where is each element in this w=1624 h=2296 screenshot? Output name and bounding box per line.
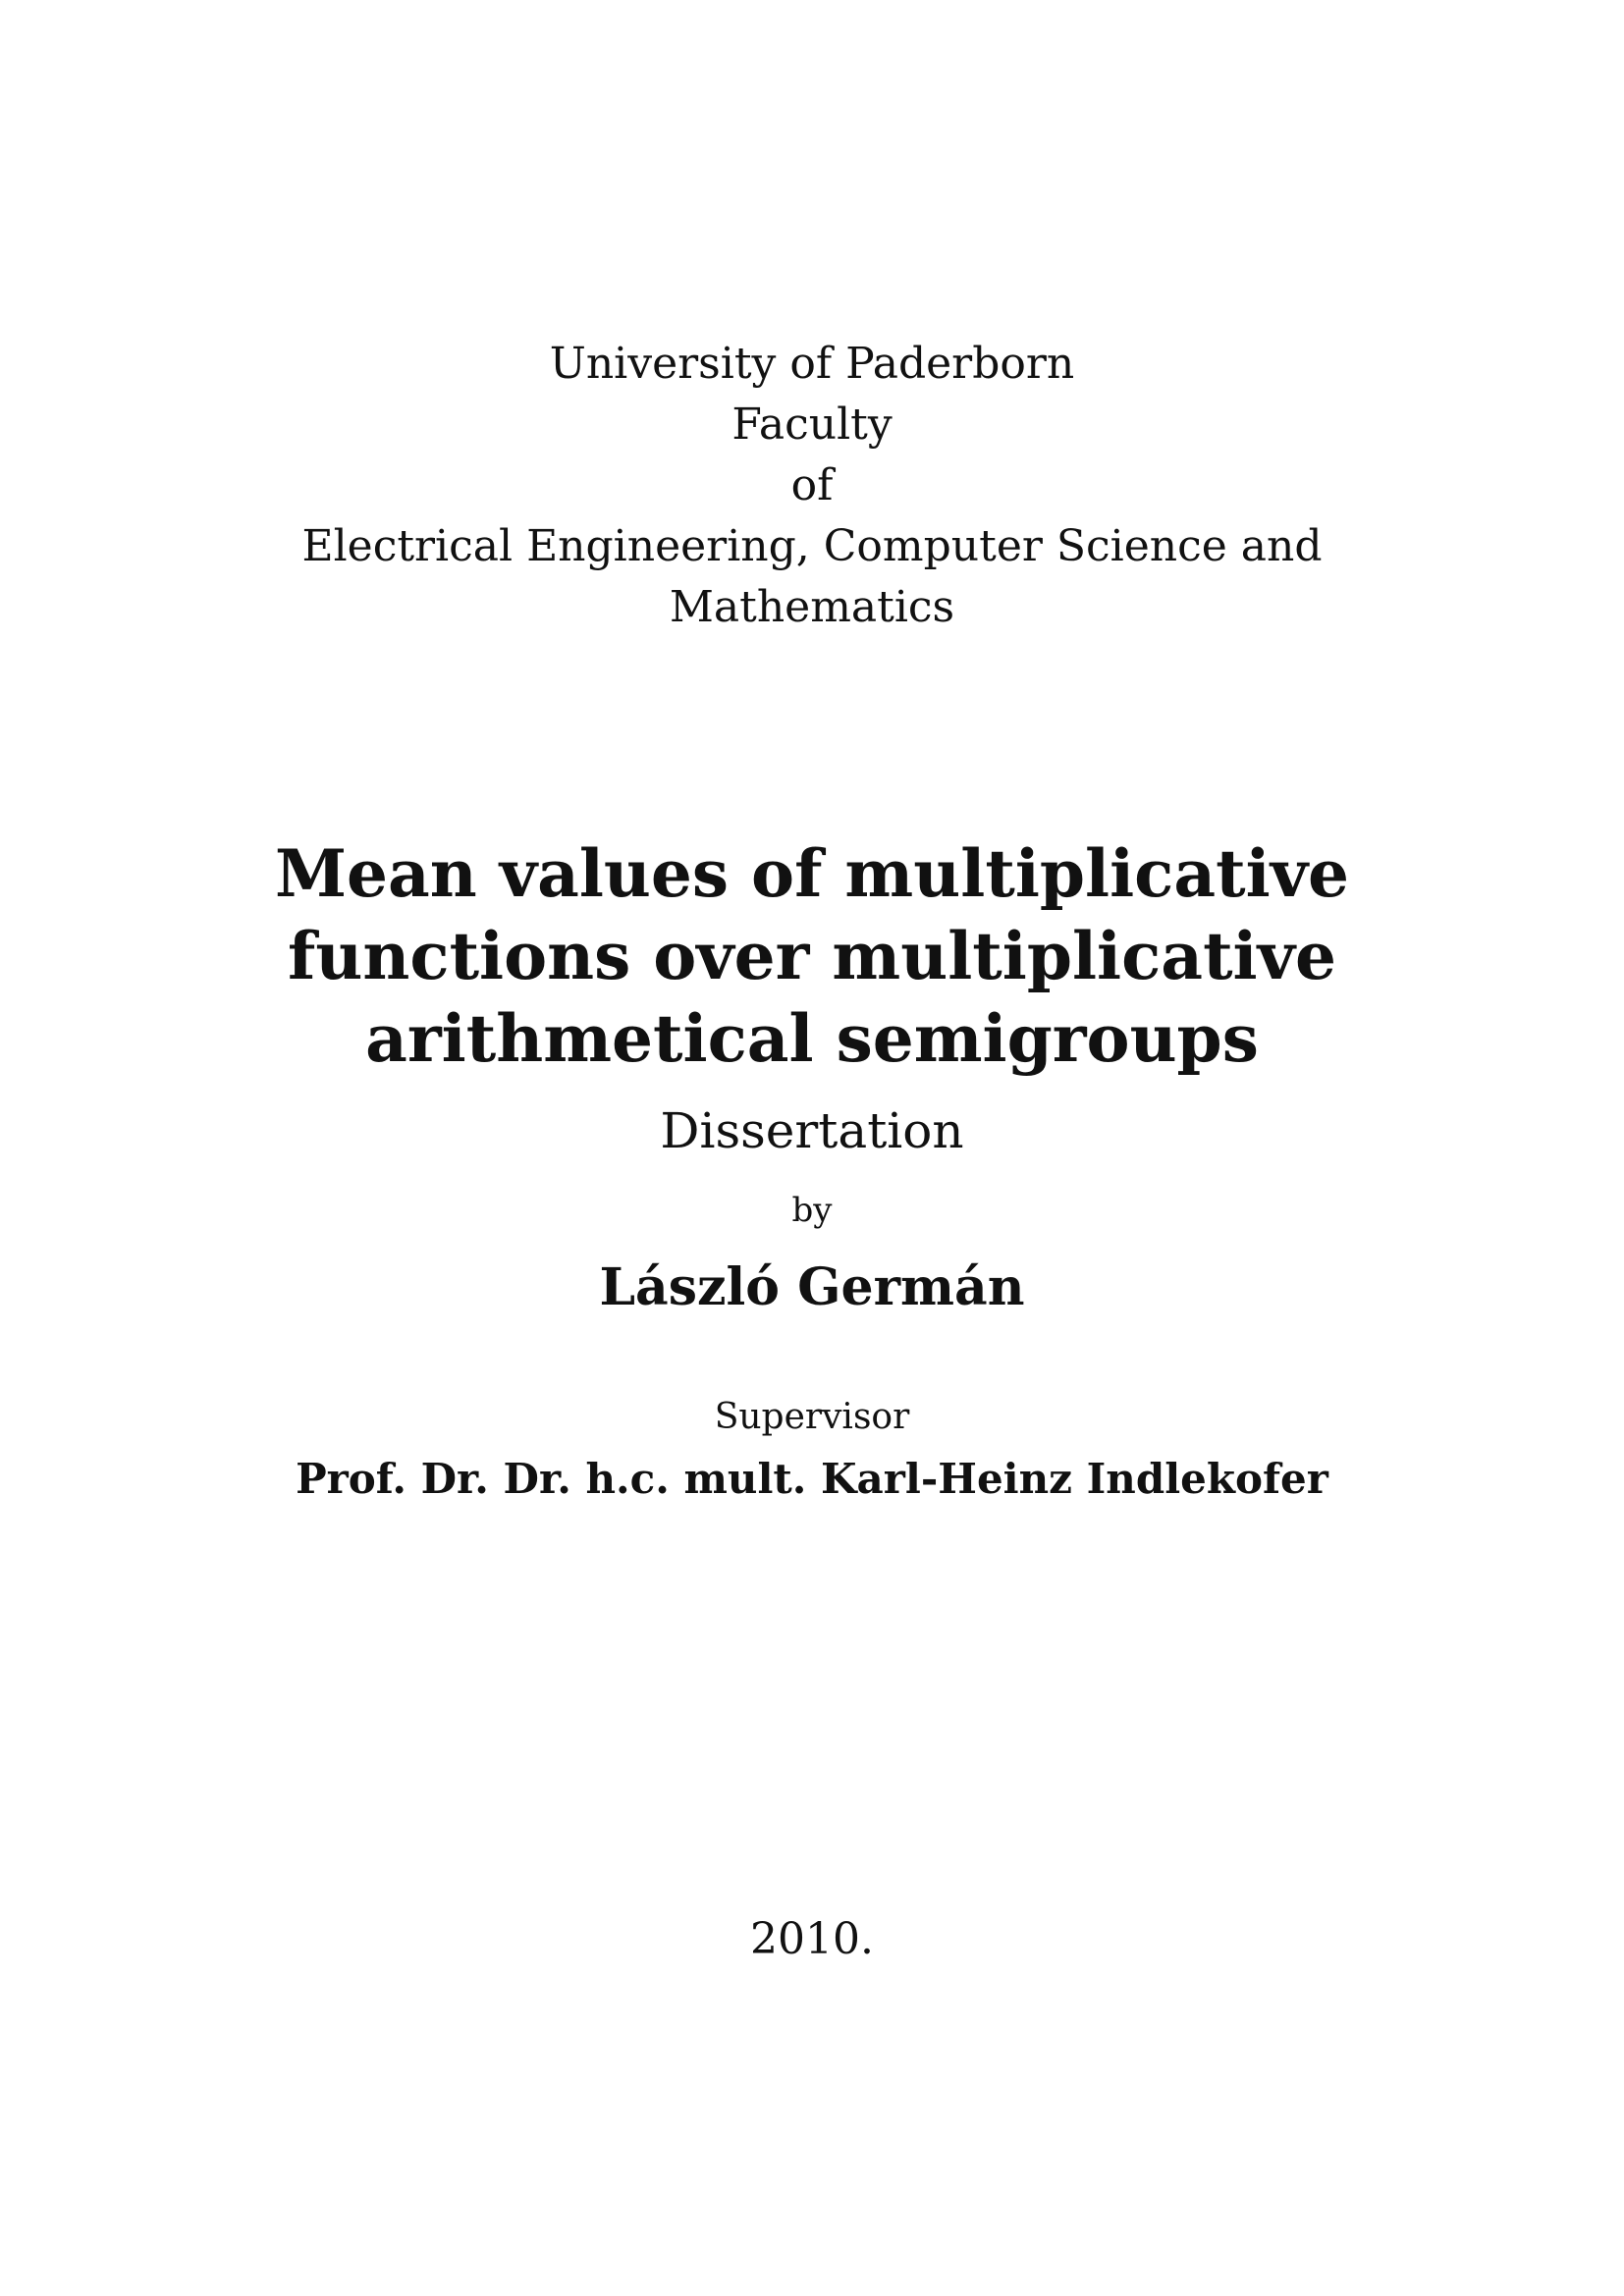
publication-year: 2010. <box>750 1914 874 1964</box>
faculty-label: Faculty <box>731 400 893 450</box>
document-type: Dissertation <box>660 1102 964 1159</box>
by-label: by <box>791 1191 833 1230</box>
supervisor-label: Supervisor <box>714 1397 910 1437</box>
title-line-1: Mean values of multiplicative <box>274 835 1350 912</box>
faculty-name-line-2: Mathematics <box>669 582 955 632</box>
university-name: University of Paderborn <box>549 339 1075 389</box>
of-label: of <box>790 460 834 510</box>
title-line-3: arithmetical semigroups <box>365 1000 1259 1077</box>
title-line-2: functions over multiplicative <box>288 918 1336 994</box>
faculty-name-line-1: Electrical Engineering, Computer Science and <box>301 521 1323 571</box>
supervisor-name: Prof. Dr. Dr. h.c. mult. Karl-Heinz Indlekofer <box>296 1455 1328 1503</box>
institution-block <box>0 334 1624 638</box>
author-name: László Germán <box>599 1257 1025 1317</box>
dissertation-title <box>0 832 1624 1080</box>
